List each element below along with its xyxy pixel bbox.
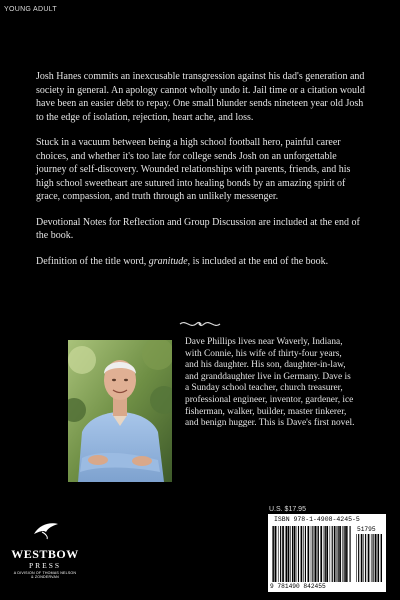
barcode-bar bbox=[324, 526, 325, 582]
definition-text: Definition of the title word, bbox=[36, 255, 149, 267]
publisher-logo bbox=[10, 520, 80, 592]
title-word: granitude bbox=[148, 255, 188, 267]
isbn-number: ISBN 978-1-4908-4245-5 bbox=[274, 516, 360, 523]
barcode-bar bbox=[272, 526, 273, 582]
flourish-divider-icon bbox=[178, 318, 222, 330]
barcode-bar bbox=[330, 526, 331, 582]
barcode-bar bbox=[378, 534, 379, 582]
barcode-bar bbox=[342, 526, 343, 582]
barcode-bar bbox=[356, 534, 357, 582]
barcode-bar bbox=[298, 526, 299, 582]
blurb-paragraph: Josh Hanes commits an inexcusable transgression against his dad's generation and society in general. An apology cannot wholly undo it. Jail time or a citation would have been an easier debt to repay. One small blunder sends nineteen year old Josh to the edge of isolation, rejection, heart ache, and loss. bbox=[36, 71, 365, 123]
barcode-bar bbox=[377, 534, 378, 582]
barcode-bar bbox=[318, 526, 319, 582]
barcode-bar bbox=[347, 526, 348, 582]
barcode-bar bbox=[286, 526, 287, 582]
barcode-bar bbox=[371, 534, 372, 582]
blurb-paragraph: Stuck in a vacuum between being a high school football hero, painful career choices, and whether it's too late for college sends Josh on an unforgettable journey of self-discovery. Wounded relationships with parents, friends, and his high school sweetheart are sutured into healing bonds by an amazing spirit of grace, compassion, and truth through an unlikely messenger. bbox=[36, 137, 351, 202]
westbow-bird-icon bbox=[30, 520, 60, 540]
barcode-bar bbox=[350, 526, 351, 582]
definition-text-end: , is included at the end of the book. bbox=[187, 255, 329, 267]
publisher-subname: PRESS bbox=[28, 561, 62, 570]
barcode-bar bbox=[278, 526, 279, 582]
barcode-bar bbox=[301, 526, 303, 582]
barcode-bar bbox=[303, 526, 304, 582]
barcode-bar bbox=[308, 526, 310, 582]
barcode-bar bbox=[275, 526, 277, 582]
barcode-bar bbox=[337, 526, 338, 582]
isbn-barcode bbox=[268, 514, 386, 592]
barcode-bar bbox=[292, 526, 293, 582]
price-label: U.S. $17.95 bbox=[269, 506, 306, 513]
publisher-division-line: & ZONDERVAN bbox=[31, 575, 59, 580]
barcode-bar bbox=[338, 526, 339, 582]
barcode-bar bbox=[273, 526, 274, 582]
price-addon-number: 51795 bbox=[357, 526, 376, 533]
author-bio: Dave Phillips lives near Waverly, Indiana, with Connie, his wife of thirty-four years, and his daughter. His son, daughter-in-law, and granddaughter live in Germany. Dave is a Sunday school teacher, church treasurer, professional engineer, inventor, gardener, ice fisherman, walker, builder, master tinkerer, and benign hugger. This is Dave's first novel. bbox=[185, 337, 355, 429]
barcode-bar bbox=[332, 526, 333, 582]
barcode-bar bbox=[381, 534, 382, 582]
ean-digits: 9 781490 842455 bbox=[270, 583, 326, 590]
barcode-bar bbox=[334, 526, 336, 582]
barcode-bar bbox=[314, 526, 316, 582]
barcode-bar bbox=[339, 526, 341, 582]
barcode-bar bbox=[358, 534, 359, 582]
barcode-bar bbox=[365, 534, 366, 582]
barcode-bar bbox=[317, 526, 318, 582]
barcode-bar bbox=[294, 526, 296, 582]
barcode-bar bbox=[361, 534, 363, 582]
author-photo bbox=[68, 340, 172, 482]
barcode-bar bbox=[288, 526, 290, 582]
barcode-bar bbox=[344, 526, 345, 582]
barcode-bar bbox=[320, 526, 322, 582]
blurb-paragraph: Devotional Notes for Reflection and Group Discussion are included at the end of the book. bbox=[36, 216, 360, 241]
barcode-bar bbox=[345, 526, 347, 582]
barcode-bar bbox=[375, 534, 377, 582]
publisher-division bbox=[10, 571, 80, 579]
barcode-bar bbox=[326, 526, 328, 582]
barcode-bar bbox=[280, 526, 281, 582]
barcode-bar bbox=[363, 534, 364, 582]
publisher-division-line: A DIVISION OF THOMAS NELSON bbox=[13, 571, 77, 575]
barcode-bar bbox=[368, 534, 370, 582]
back-cover-blurb bbox=[36, 70, 366, 280]
category-label: YOUNG ADULT bbox=[4, 6, 57, 13]
barcode-bar bbox=[285, 526, 286, 582]
barcode-bar bbox=[282, 526, 284, 582]
addon-barcode-bars bbox=[356, 534, 382, 582]
publisher-name: WESTBOW bbox=[11, 547, 79, 561]
blurb-paragraph bbox=[36, 255, 366, 269]
barcode-bar bbox=[373, 534, 374, 582]
barcode-bar bbox=[290, 526, 291, 582]
barcode-bar bbox=[296, 526, 297, 582]
ean-barcode-bars bbox=[272, 526, 352, 582]
barcode-bar bbox=[325, 526, 326, 582]
barcode-bar bbox=[305, 526, 306, 582]
barcode-bar bbox=[311, 526, 312, 582]
barcode-bar bbox=[312, 526, 313, 582]
